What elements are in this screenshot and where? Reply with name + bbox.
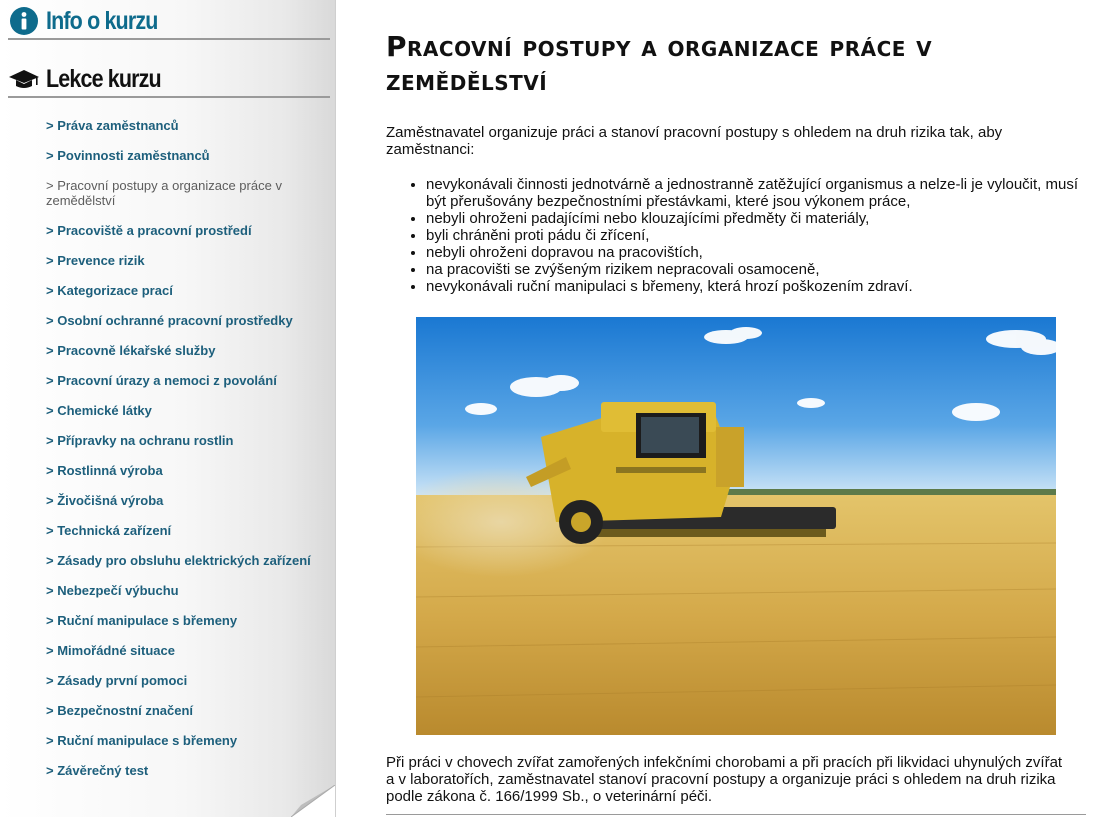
lesson-link[interactable]: > Pracoviště a pracovní prostředí <box>46 223 252 238</box>
page-title: Pracovní postupy a organizace práce v zemědělství <box>386 30 933 97</box>
lesson-list-item <box>46 371 330 401</box>
lesson-list-item <box>46 281 330 311</box>
lesson-link[interactable]: > Ruční manipulace s břemeny <box>46 613 238 628</box>
lesson-list-item <box>46 521 330 551</box>
info-o-kurzu-header[interactable] <box>8 4 330 40</box>
lesson-link[interactable]: > Práva zaměstnanců <box>46 118 179 133</box>
lesson-link[interactable]: > Osobní ochranné pracovní prostředky <box>46 313 293 328</box>
lesson-link[interactable]: > Rostlinná výroba <box>46 463 163 478</box>
lesson-link[interactable]: > Ruční manipulace s břemeny <box>46 733 238 748</box>
lesson-link[interactable]: > Pracovně lékařské služby <box>46 343 216 358</box>
lesson-list-item <box>46 341 330 371</box>
lesson-link[interactable]: > Prevence rizik <box>46 253 145 268</box>
page-curl-decoration <box>291 785 335 817</box>
lesson-link[interactable]: > Závěrečný test <box>46 763 149 778</box>
lesson-list-item <box>46 491 330 521</box>
info-o-kurzu-title: Info o kurzu <box>46 6 158 35</box>
lesson-link[interactable]: > Chemické látky <box>46 403 152 418</box>
lesson-link[interactable]: > Pracovní postupy a organizace práce v zemědělství <box>46 178 282 208</box>
lesson-link[interactable]: > Kategorizace prací <box>46 283 173 298</box>
requirement-item: • nevykonávali ruční manipulaci s břemeny, která hrozí poškozením zdraví. <box>426 278 1086 295</box>
sidebar <box>0 0 336 817</box>
lesson-list-item <box>46 731 330 761</box>
lesson-link[interactable]: > Zásady první pomoci <box>46 673 188 688</box>
outro-paragraph: Při práci v chovech zvířat zamořených infekčními chorobami a při pracích při likvidaci uhynulých zvířat a v laboratořích, zaměstnavatel stanoví pracovní postupy a organizuje práci s ohledem na druh rizika podle zákona č. 166/1999 Sb., o veterinární péči. <box>386 754 1063 805</box>
lesson-link[interactable]: > Bezpečnostní značení <box>46 703 194 718</box>
lesson-list-item <box>46 311 330 341</box>
lesson-list-item <box>46 671 330 701</box>
lesson-list-item <box>46 761 330 791</box>
lesson-list-item <box>46 551 330 581</box>
lesson-list-item <box>46 701 330 731</box>
lesson-link[interactable]: > Mimořádné situace <box>46 643 175 658</box>
graduation-cap-icon <box>8 63 40 95</box>
main-content <box>386 0 1086 817</box>
lesson-link[interactable]: > Povinnosti zaměstnanců <box>46 148 210 163</box>
lesson-list-item <box>46 251 330 281</box>
requirement-item: • na pracovišti se zvýšeným rizikem nepracovali osamoceně, <box>426 261 1086 278</box>
requirement-item: • byli chráněni proti pádu či zřícení, <box>426 227 1086 244</box>
lesson-link[interactable]: > Přípravky na ochranu rostlin <box>46 433 234 448</box>
lesson-list-item <box>46 641 330 671</box>
info-icon <box>8 5 40 37</box>
intro-paragraph: Zaměstnavatel organizuje práci a stanoví pracovní postupy s ohledem na druh rizika tak, aby zaměstnanci: <box>386 124 1003 158</box>
requirement-item: • nebyli ohroženi dopravou na pracovištích, <box>426 244 1086 261</box>
lekce-kurzu-header <box>8 62 330 98</box>
lesson-list-item <box>46 116 330 146</box>
bottom-divider <box>386 814 1086 815</box>
requirement-item: • nebyli ohroženi padajícími nebo klouzajícími předměty či materiály, <box>426 210 1086 227</box>
combine-harvester-photo <box>416 317 1056 735</box>
lesson-list <box>46 116 330 791</box>
lesson-list-item <box>46 431 330 461</box>
lesson-list-item <box>46 401 330 431</box>
requirement-item: • nevykonávali činnosti jednotvárně a jednostranně zatěžující organismus a nelze-li je vyloučit, musí být přerušovány bezpečnostními přestávkami, které jsou výkonem práce, <box>426 176 1086 210</box>
lesson-list-item <box>46 176 330 221</box>
lesson-link[interactable]: > Nebezpečí výbuchu <box>46 583 179 598</box>
lesson-list-item <box>46 461 330 491</box>
lesson-list-item <box>46 221 330 251</box>
lesson-link[interactable]: > Zásady pro obsluhu elektrických zařízení <box>46 553 311 568</box>
lesson-list-item <box>46 146 330 176</box>
requirements-list <box>426 176 1086 295</box>
lesson-link[interactable]: > Technická zařízení <box>46 523 172 538</box>
lesson-link[interactable]: > Pracovní úrazy a nemoci z povolání <box>46 373 277 388</box>
lesson-list-item <box>46 581 330 611</box>
lesson-list-item <box>46 611 330 641</box>
lekce-kurzu-title: Lekce kurzu <box>46 64 161 93</box>
lesson-link[interactable]: > Živočišná výroba <box>46 493 164 508</box>
